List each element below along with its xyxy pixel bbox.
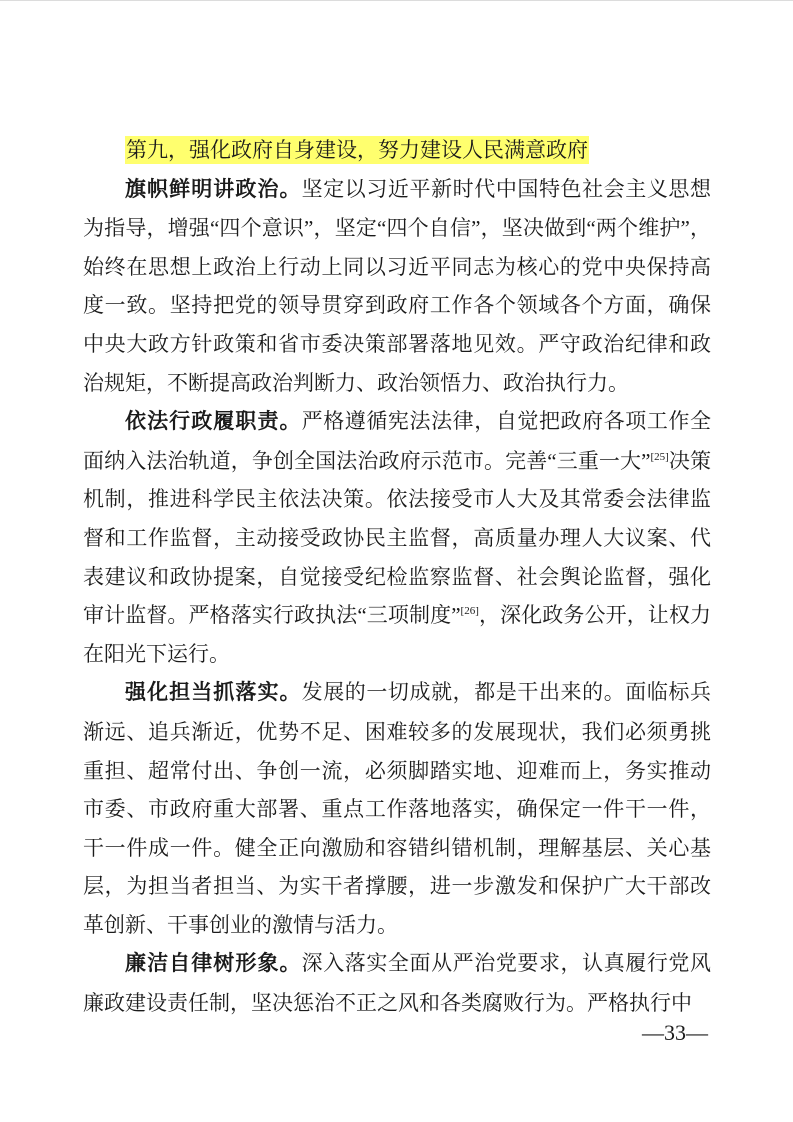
paragraph-text: 严格遵循宪法法律，自觉把政府各项工作全面纳入法治轨道，争创全国法治政府示范市。完善“三重一大” — [83, 409, 712, 473]
footnote-ref: [26] — [460, 605, 479, 618]
highlighted-heading-text: 第九，强化政府自身建设，努力建设人民满意政府 — [126, 138, 588, 162]
paragraph-list — [83, 170, 711, 1023]
footnote-ref: [25] — [650, 450, 669, 463]
paragraph-lead: 廉洁自律树形象。 — [125, 952, 302, 976]
paragraph-lead: 依法行政履职责。 — [125, 410, 302, 434]
paragraph-lead: 旗帜鲜明讲政治。 — [125, 177, 302, 201]
paragraph — [83, 402, 711, 673]
section-heading — [83, 131, 711, 170]
paragraph — [83, 673, 711, 944]
paragraph-text: 深入落实全面从严治党要求，认真履行党风廉政建设责任制，坚决惩治不正之风和各类腐败行为。严格执行中 — [83, 951, 712, 1016]
paragraph — [83, 170, 711, 403]
paragraph-text: ，深化政务公开，让权力在阳光下运行。 — [83, 603, 712, 666]
paragraph — [83, 944, 711, 1022]
paragraph-text: 发展的一切成就，都是干出来的。面临标兵渐远、追兵渐近，优势不足、困难较多的发展现状，我们必须勇挑重担、超常付出、争创一流，必须脚踏实地、迎难而上，务实推动市委、市政府重大部署、重点工作落地落实，确保定一件干一件，干一件成一件。健全正向激励和容错纠错机制，理解基层、关心基层，为担当者担当、为实干者撑腰，进一步激发和保护广大干部改革创新、干事创业的激情与活力。 — [83, 680, 712, 937]
page-number: —33— — [642, 1020, 708, 1045]
paragraph-text: 坚定以习近平新时代中国特色社会主义思想为指导，增强“四个意识”，坚定“四个自信”，坚决做到“两个维护”，始终在思想上政治上行动上同以习近平同志为核心的党中央保持高度一致。坚持把党的领导贯穿到政府工作各个领域各个方面，确保中央大政方针政策和省市委决策部署落地见效。严守政治纪律和政治规矩，不断提高政治判断力、政治领悟力、政治执行力。 — [83, 176, 712, 395]
paragraph-lead: 强化担当抓落实。 — [125, 681, 302, 705]
paragraph-text: 决策机制，推进科学民主依法决策。依法接受市人大及其常委会法律监督和工作监督，主动接受政协民主监督，高质量办理人大议案、代表建议和政协提案，自觉接受纪检监察监督、社会舆论监督，强化审计监督。严格落实行政执法“三项制度” — [83, 448, 712, 628]
page-content — [83, 131, 711, 1023]
